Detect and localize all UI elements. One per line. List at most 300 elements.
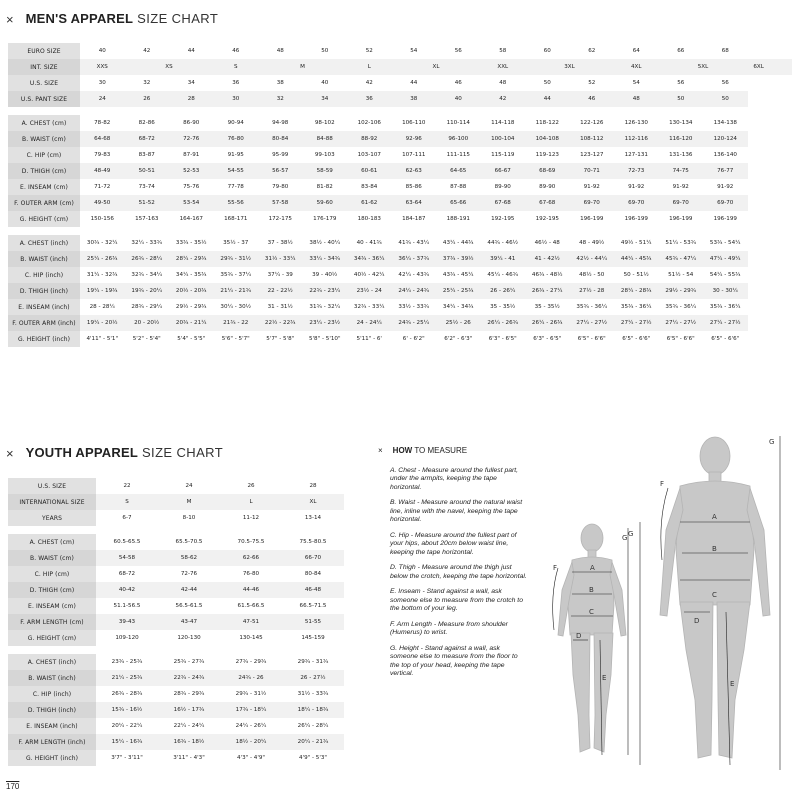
int-size-cell [191,59,213,75]
table-cell: 53¾ - 54¼ [709,240,741,246]
table-cell: 59-60 [303,195,348,211]
table-row [8,115,792,131]
table-cell: 122-126 [580,120,604,126]
table-cell: 20½ - 20¾ [169,283,214,299]
table-cell: 56-57 [258,163,303,179]
row-label: F. ARM LENGTH (inch) [8,734,96,750]
int-size-cell: XXL [481,59,526,75]
table-cell: 110-114 [446,120,470,126]
row-label: E. INSEAM (inch) [8,718,96,734]
table-cell: 172-175 [268,216,292,222]
table-cell: 91-95 [227,152,244,158]
table-cell: 91-92 [628,184,645,190]
table-cell: 56 [454,48,462,54]
table-cell: 37¼ - 39 [267,272,293,278]
table-cell: 20¾ - 21¼ [169,315,214,331]
table-cell: 188-191 [446,216,470,222]
table-cell: 84-88 [303,131,348,147]
int-size-cell [325,59,347,75]
row-label: D. THIGH (cm) [8,163,80,179]
gap-cell [8,227,748,235]
table-cell: 51½ - 54 [668,272,694,278]
table-cell: 18¼ - 18¾ [282,702,344,718]
table-cell: 64-65 [436,163,481,179]
table-cell: 50 [703,91,748,107]
table-cell: 39-43 [96,614,158,630]
table-cell: 28 [309,483,317,489]
gap-cell [8,526,344,534]
table-cell: 68-72 [118,571,136,577]
table-cell: 30 - 30¼ [703,283,748,299]
table-cell: 54¼ - 55¾ [709,272,741,278]
table-row [8,91,792,107]
table-cell: 44 [525,91,570,107]
row-label: B. WAIST (inch) [8,251,80,267]
child-label-f: F [553,564,558,572]
table-cell: 164-167 [179,216,203,222]
table-cell: 25¾ - 27¾ [173,659,205,665]
table-cell: 11-12 [242,515,260,521]
table-cell: 19¼ - 19¾ [80,283,125,299]
table-row [8,598,344,614]
body-measurement-illustration [540,430,800,780]
table-cell: 60.5-65.5 [113,539,141,545]
table-row [8,283,792,299]
table-cell: 23½ - 24 [347,283,392,299]
table-cell: 42 [365,80,373,86]
table-cell: 39 - 40½ [312,272,338,278]
table-cell: 65.5-70.5 [175,539,203,545]
table-cell: 46 [454,80,462,86]
table-cell: 98-102 [314,120,335,126]
row-label: F. OUTER ARM (inch) [8,315,80,331]
table-cell: 32 [258,91,303,107]
table-cell: 24¼ - 24¾ [392,283,437,299]
row-label: U.S. SIZE [8,75,80,91]
table-cell: 6' - 6'2" [402,336,425,342]
table-cell: 91-92 [717,184,734,190]
table-cell: 71-72 [94,184,111,190]
table-cell: 21¼ - 21¾ [214,283,259,299]
row-label: B. WAIST (cm) [8,550,96,566]
table-cell: 3'7" - 3'11" [111,755,143,761]
table-cell: 18½ - 20¼ [220,734,282,750]
table-cell: 62-63 [392,163,437,179]
table-cell: 58 [499,48,507,54]
table-cell: 196-199 [624,216,648,222]
table-cell: 89-90 [539,184,556,190]
table-cell: 81-82 [316,184,333,190]
table-cell: 4'11" - 5'1" [86,336,119,342]
int-size-cell [659,59,681,75]
table-cell: 69-70 [659,195,704,211]
table-cell: 76-77 [703,163,748,179]
table-cell: 26 [247,483,255,489]
table-cell: 66-70 [282,550,344,566]
table-cell: 96-100 [436,131,481,147]
table-cell: 24 [80,91,125,107]
table-row [8,331,792,347]
table-cell: 83-87 [138,152,155,158]
table-cell: 54 [632,80,640,86]
table-row [8,267,792,283]
table-cell: 102-106 [357,120,381,126]
table-cell: 76-80 [242,571,260,577]
table-cell: 61.5-66.5 [237,603,265,609]
child-label-a: A [590,564,595,572]
table-cell: 176-179 [313,216,337,222]
table-cell: 184-187 [402,216,426,222]
table-cell: 46-48 [282,582,344,598]
child-label-d: D [576,632,582,640]
table-cell: 87-88 [450,184,467,190]
how-title-light: TO MEASURE [414,446,468,455]
table-cell: 68-69 [525,163,570,179]
table-cell: 69-70 [570,195,615,211]
table-cell: 46 [232,48,240,54]
table-cell: 44 [187,48,195,54]
table-cell: 22½ - 22¾ [258,315,303,331]
table-cell: 20¼ - 22¼ [111,723,143,729]
table-cell: 196-199 [669,216,693,222]
row-label: A. CHEST (cm) [8,115,80,131]
table-cell: 56 [677,80,685,86]
table-cell: XL [282,494,344,510]
table-cell: 26¼ - 26¾ [525,315,570,331]
table-cell: 116-120 [659,131,704,147]
table-cell: 50-51 [125,163,170,179]
table-cell: 118-122 [535,120,559,126]
table-cell: 47¼ - 49¼ [703,251,748,267]
table-cell: 28 [169,91,214,107]
table-cell: 46 [570,91,615,107]
table-cell: 136-140 [713,152,737,158]
row-label: E. INSEAM (cm) [8,179,80,195]
table-cell: 180-183 [357,216,381,222]
table-cell: 70.5-75.5 [237,539,265,545]
table-cell: 23¼ - 23½ [303,315,348,331]
table-cell: 31¼ - 32¾ [86,272,118,278]
table-cell: 6'5" - 6'6" [711,336,740,342]
table-cell: 56 [721,80,729,86]
table-cell: 28¾ - 29¾ [173,691,205,697]
table-cell: 43-47 [158,614,220,630]
table-cell: S [96,494,158,510]
table-cell: 41¾ - 43¼ [398,240,430,246]
table-cell: 39¼ - 41 [481,251,526,267]
table-cell: 30 [214,91,259,107]
int-size-cell: XL [414,59,459,75]
table-row [8,686,344,702]
table-cell: 42¼ - 43¾ [398,272,430,278]
child-label-c: C [589,608,594,616]
table-cell: 8-10 [182,515,196,521]
table-gap-row [8,227,792,235]
table-cell: 196-199 [713,216,737,222]
table-row [8,179,792,195]
table-cell: 32¾ - 33¼ [353,304,385,310]
table-cell: 131-136 [669,152,693,158]
table-cell: 24¾ - 25¼ [392,315,437,331]
table-cell: 36¼ - 37¾ [392,251,437,267]
table-cell: 60 [543,48,551,54]
table-cell: 43¾ - 45¼ [442,272,474,278]
table-cell: 145-159 [301,635,325,641]
table-cell: 46½ - 48 [534,240,560,246]
table-cell: 48 - 49½ [579,240,605,246]
table-gap-row [8,107,792,115]
table-cell: 67-68 [525,195,570,211]
table-cell: 31½ - 33¼ [258,251,303,267]
table-cell: 56.5-61.5 [175,603,203,609]
how-item-waist: B. Waist - Measure around the natural waist line, inline with the navel, keeping the tape horizontal. [390,499,523,524]
row-label: G. HEIGHT (inch) [8,750,96,766]
table-cell: 123-127 [580,152,604,158]
table-cell: 5'11" - 6' [356,336,382,342]
row-label: INTERNATIONAL SIZE [8,494,96,510]
table-row [8,566,344,582]
how-title-bold: HOW [392,446,413,455]
table-cell: 33¼ - 34¾ [303,251,348,267]
table-cell: 90-94 [227,120,244,126]
table-cell: 26¾ - 27¼ [525,283,570,299]
table-row [8,510,344,526]
table-cell: 25¼ - 25¾ [436,283,481,299]
table-cell: 61-62 [347,195,392,211]
table-cell: 5'6" - 5'7" [221,336,250,342]
table-cell: 168-171 [224,216,248,222]
table-row [8,251,792,267]
table-cell: 27½ - 28 [570,283,615,299]
int-size-cell: 5XL [681,59,726,75]
table-cell: 24 - 24¼ [347,315,392,331]
table-row [8,75,792,91]
table-row [8,670,344,686]
child-label-g: G [622,534,628,542]
table-cell: 15¾ - 16½ [96,702,158,718]
table-cell: 130-145 [239,635,263,641]
table-cell: 26¼ - 28¼ [297,723,329,729]
table-cell: 29¾ - 31¾ [297,659,329,665]
table-cell: 66.5-71.5 [299,603,327,609]
table-cell: 33¾ - 35½ [175,240,207,246]
table-cell: M [158,494,220,510]
table-cell: 30¼ - 30½ [220,304,252,310]
table-cell: 19¼ - 20½ [80,315,125,331]
table-cell: 111-115 [446,152,470,158]
table-cell: 29¾ - 31½ [214,251,259,267]
adult-label-g: G [769,438,775,446]
row-label: EURO SIZE [8,43,80,59]
table-cell: 42 [481,91,526,107]
table-cell: 192-195 [491,216,515,222]
row-label: D. THIGH (cm) [8,582,96,598]
table-cell: 58-59 [303,163,348,179]
table-cell: 4'3" - 4'9" [236,755,266,761]
table-cell: 32¾ - 34¼ [131,272,163,278]
table-cell: 67-68 [481,195,526,211]
table-cell: 57-58 [258,195,303,211]
int-size-cell [592,59,614,75]
table-row [8,147,792,163]
table-gap-row [8,646,344,654]
table-cell: 52 [365,48,373,54]
table-cell: 54 [410,48,418,54]
table-cell: 66 [677,48,685,54]
table-row [8,534,344,550]
how-item-chest: A. Chest - Measure around the fullest part, under the armpits, keeping the tape horizontal. [390,467,519,491]
table-row [8,494,344,510]
youth-title-bold: YOUTH APPAREL [25,445,138,460]
table-cell: 88-92 [347,131,392,147]
table-cell: 126-130 [624,120,648,126]
table-cell: 19¾ - 20¼ [125,283,170,299]
row-label: E. INSEAM (inch) [8,299,80,315]
table-cell: 27¾ - 29¾ [235,659,267,665]
table-cell: 25¼ - 26¾ [80,251,125,267]
table-cell: 34¾ - 36¼ [347,251,392,267]
table-cell: 42½ - 44¼ [570,251,615,267]
table-cell: 6'5" - 6'6" [577,336,606,342]
how-to-header [378,446,528,455]
int-size-cell: 4XL [614,59,659,75]
row-label: C. HIP (cm) [8,147,80,163]
close-icon[interactable]: × [378,446,383,455]
table-cell: 40 [321,80,329,86]
table-cell: 79-83 [94,152,111,158]
table-cell: 24¼ - 26¼ [235,723,267,729]
row-label: C. HIP (inch) [8,686,96,702]
table-cell: 40½ - 42¼ [353,272,385,278]
table-cell: 106-110 [402,120,426,126]
table-cell: 119-123 [535,152,559,158]
table-cell: 43¼ - 44¾ [442,240,474,246]
table-cell: 86-90 [183,120,200,126]
table-cell: 107-111 [402,152,426,158]
table-cell: 50 [321,48,329,54]
int-size-cell [392,59,414,75]
table-row [8,59,792,75]
int-size-cell [458,59,480,75]
page-number: 170 [6,782,20,791]
table-cell: 32 [143,80,151,86]
row-label: YEARS [8,510,96,526]
table-cell: 120-124 [703,131,748,147]
table-cell: 27¼ - 27½ [614,315,659,331]
table-cell: 35 - 35½ [534,304,560,310]
table-row [8,195,792,211]
table-cell: 80-84 [258,131,303,147]
table-cell: 26 - 26¼ [481,283,526,299]
table-cell: 196-199 [580,216,604,222]
table-row [8,750,344,766]
table-cell: 51.1-56.5 [113,603,141,609]
row-label: G. HEIGHT (cm) [8,630,96,646]
table-cell: 44 [410,80,418,86]
table-cell: 95-99 [272,152,289,158]
table-cell: 6'3" - 6'5" [533,336,562,342]
table-cell: 42 [143,48,151,54]
table-cell: 49-50 [80,195,125,211]
table-row [8,163,792,179]
table-cell: 82-86 [138,120,155,126]
row-label: F. OUTER ARM (cm) [8,195,80,211]
mens-section-title [6,10,218,28]
table-row [8,211,792,227]
table-cell: 3'11" - 4'3" [173,755,205,761]
table-cell: 44¾ - 46½ [487,240,519,246]
int-size-cell [125,59,147,75]
table-cell: 108-112 [570,131,615,147]
table-cell: 34¼ - 34¾ [442,304,474,310]
table-cell: 66-67 [481,163,526,179]
gap-cell [8,107,748,115]
table-cell: 22 - 22½ [258,283,303,299]
table-cell: 58-62 [158,550,220,566]
table-cell: 134-138 [713,120,737,126]
row-label: D. THIGH (inch) [8,283,80,299]
table-cell: 35¾ - 36¼ [620,304,652,310]
table-cell: 32¼ - 33¾ [131,240,163,246]
row-label: U.S. PANT SIZE [8,91,80,107]
table-cell: 34 [187,80,195,86]
table-cell: 38½ - 40¼ [309,240,341,246]
close-icon[interactable]: × [6,11,14,27]
table-cell: 69-70 [703,195,748,211]
table-cell: 22¼ - 24¼ [173,723,205,729]
table-row [8,131,792,147]
table-cell: 27¼ - 27½ [570,315,615,331]
row-label: G. HEIGHT (cm) [8,211,80,227]
table-cell: 112-116 [614,131,659,147]
table-cell: 30 [98,80,106,86]
how-item-height: G. Height - Stand against a wall, ask someone else to measure from the floor to the top of your head, keeping the tape vertical. [390,644,518,678]
table-cell: 40 [98,48,106,54]
table-row [8,702,344,718]
table-cell: 40 [436,91,481,107]
table-cell: 26 [125,91,170,107]
table-row [8,614,344,630]
table-cell: 46¾ - 48½ [531,272,563,278]
table-cell: 75-76 [183,184,200,190]
int-size-cell: S [214,59,259,75]
mens-size-table [8,43,792,347]
table-cell: 5'8" - 5'10" [308,336,341,342]
table-cell: 52 [588,80,596,86]
table-cell: 24 [185,483,193,489]
table-cell: 22¾ - 24¾ [158,670,220,686]
table-cell: 45¾ - 47¼ [659,251,704,267]
table-cell: 192-195 [535,216,559,222]
table-row [8,235,792,251]
how-to-measure-panel [378,446,528,686]
table-cell: 48½ - 50 [579,272,605,278]
table-cell: 20 - 20½ [125,315,170,331]
table-cell: 157-163 [135,216,159,222]
table-cell: 69-70 [614,195,659,211]
close-icon[interactable]: × [6,445,14,461]
mens-title-bold: MEN'S APPAREL [25,11,134,26]
table-cell: 6'2" - 6'3" [444,336,473,342]
table-cell: 48 [499,80,507,86]
table-cell: 28 - 28¼ [89,304,115,310]
table-cell: 64 [632,48,640,54]
table-cell: 72-76 [169,131,214,147]
table-row [8,43,792,59]
table-cell: 65-66 [436,195,481,211]
table-cell: 28¾ - 29¼ [131,304,163,310]
table-cell: 109-120 [115,635,139,641]
